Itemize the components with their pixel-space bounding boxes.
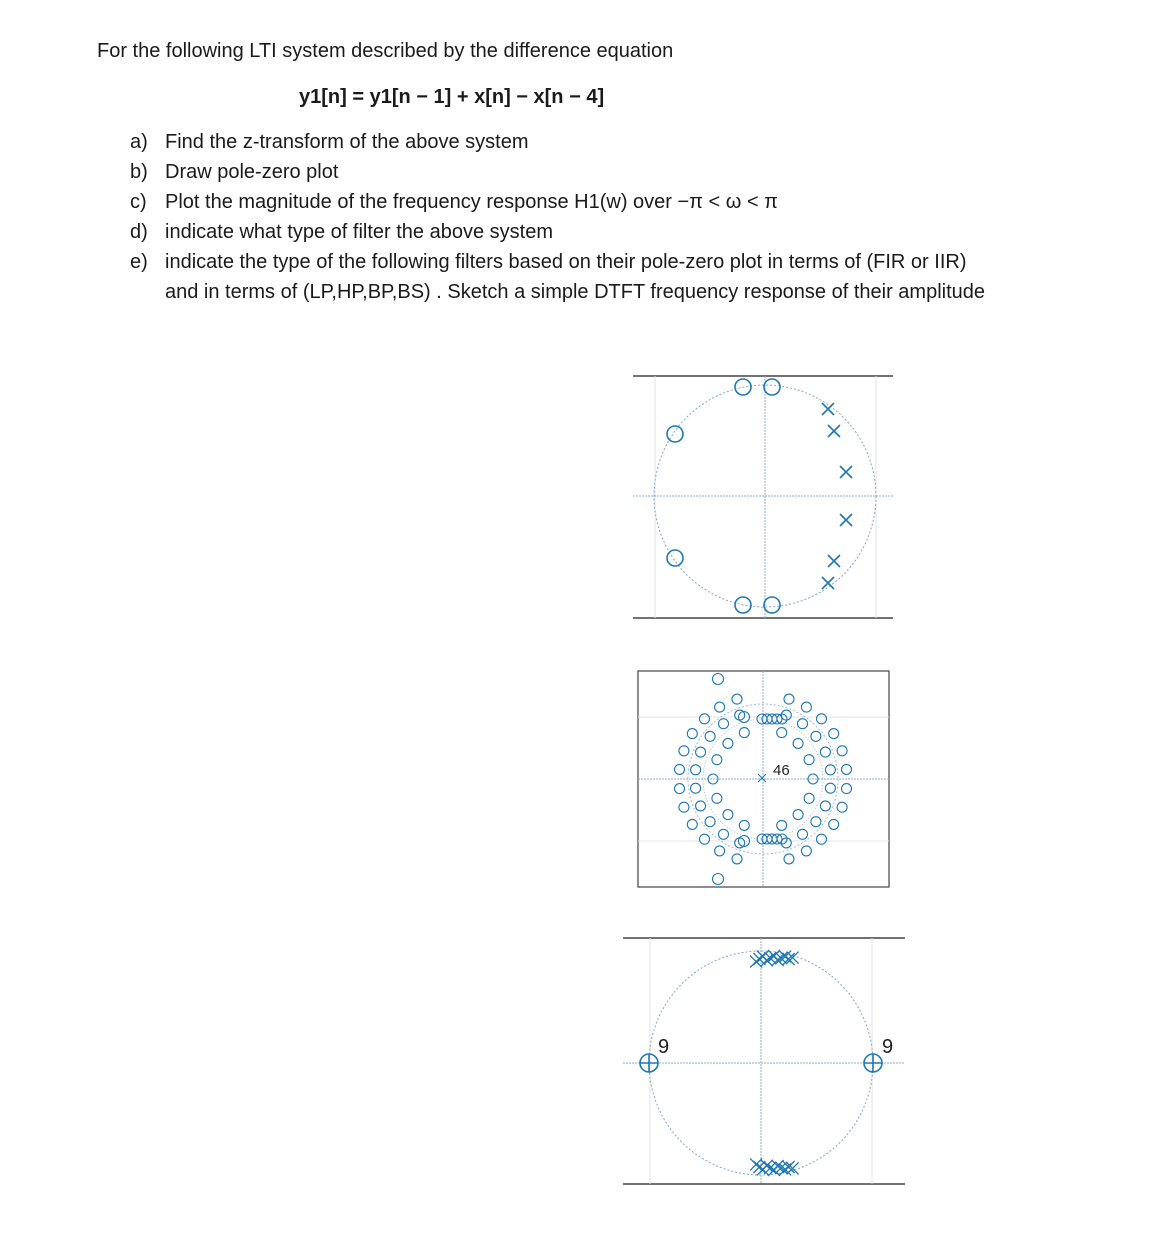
zero-marker [732,694,742,704]
part-text: indicate the type of the following filters based on their pole-zero plot in terms of (FIR or IIR) and in terms of (LP,HP,BP,BS) . Sketch a simple DTFT frequency response of their amplitude [165,251,986,303]
zero-marker [739,820,749,830]
zero-marker [842,784,852,794]
zero-marker [705,731,715,741]
zero-marker [700,834,710,844]
pole-marker [757,951,769,963]
zero-marker [679,746,689,756]
zero-marker [777,820,787,830]
pole-marker [828,425,840,437]
zero-marker [825,783,835,793]
zero-marker [667,426,683,442]
pole-marker [750,1158,762,1170]
zero-marker [784,854,794,864]
zero-marker [691,765,701,775]
question-part-b [130,157,1000,187]
axes [633,376,893,618]
zero-marker [801,702,811,712]
question-part-a [130,127,1000,157]
zero-marker [713,674,724,685]
zero-marker [675,784,685,794]
zero-marker [675,764,685,774]
zero-marker [715,702,725,712]
pole-zero-plot-3 [620,930,910,1192]
zero-marker [829,819,839,829]
zero-marker [687,729,697,739]
zero-marker [804,755,814,765]
zero-multiplicity-label-right: 9 [882,1036,894,1058]
part-label: b) [130,161,148,183]
pole-marker [840,514,852,526]
question-parts-list [130,127,1000,307]
zero-marker [679,802,689,812]
zero-marker [817,714,827,724]
zero-marker [793,810,803,820]
zero-marker [667,550,683,566]
zero-marker [764,379,780,395]
part-text: Draw pole-zero plot [165,161,339,183]
pole-marker [828,555,840,567]
part-label: a) [130,131,148,153]
zero-marker [719,719,729,729]
zero-multiplicity-label-left: 9 [658,1036,670,1058]
zero-marker [732,854,742,864]
zero-marker [842,764,852,774]
zero-marker [820,801,830,811]
zero-marker [801,846,811,856]
pole-marker [758,774,766,782]
pole-multiplicity-label: 46 [773,762,790,779]
difference-equation: y1[n] = y1[n − 1] + x[n] − x[n − 4] [299,86,605,108]
zero-marker [811,731,821,741]
zero-marker [696,747,706,757]
zero-marker [781,710,791,720]
zero-marker [825,765,835,775]
zero-marker [837,746,847,756]
pole-marker [787,952,799,964]
zero-marker [723,810,733,820]
zero-marker [784,694,794,704]
zero-marker [700,714,710,724]
pole-marker [757,1163,769,1175]
zero-marker [804,793,814,803]
pole-marker [822,577,834,589]
zero-marker [829,729,839,739]
pole-zero-plot-1 [625,368,905,628]
zero-marker [691,783,701,793]
question-intro: For the following LTI system described by the difference equation [97,40,674,62]
part-label: d) [130,221,148,243]
zero-marker [817,834,827,844]
zero-marker [715,846,725,856]
pole-marker [783,1161,795,1173]
zero-marker [696,801,706,811]
pole-marker [840,466,852,478]
zero-marker [798,719,808,729]
zero-marker [793,738,803,748]
plot-frame [623,938,905,1184]
axes [623,938,905,1184]
zero-marker [719,829,729,839]
zero-marker [712,755,722,765]
zero-marker [837,802,847,812]
question-part-c [130,187,1000,217]
zero-marker [713,874,724,885]
zero-marker [798,829,808,839]
zero-marker [687,819,697,829]
pole-marker [750,956,762,968]
zero-marker [764,597,780,613]
zero-marker [712,793,722,803]
pole-zero-plot-2 [632,665,897,895]
pole-marker [787,1162,799,1174]
part-label: e) [130,251,148,273]
part-text: Find the z-transform of the above system [165,131,529,153]
part-label: c) [130,191,147,213]
question-part-d [130,217,1000,247]
question-part-e [130,247,1000,307]
pole-marker [783,953,795,965]
zero-marker [723,738,733,748]
zero-marker [739,728,749,738]
zero-marker [777,728,787,738]
zero-marker [820,747,830,757]
zero-marker [811,817,821,827]
part-text: Plot the magnitude of the frequency response H1(w) over −π < ω < π [165,191,778,213]
plot-frame [633,376,893,618]
zero-marker [705,817,715,827]
part-text: indicate what type of filter the above system [165,221,553,243]
zero-marker [781,838,791,848]
